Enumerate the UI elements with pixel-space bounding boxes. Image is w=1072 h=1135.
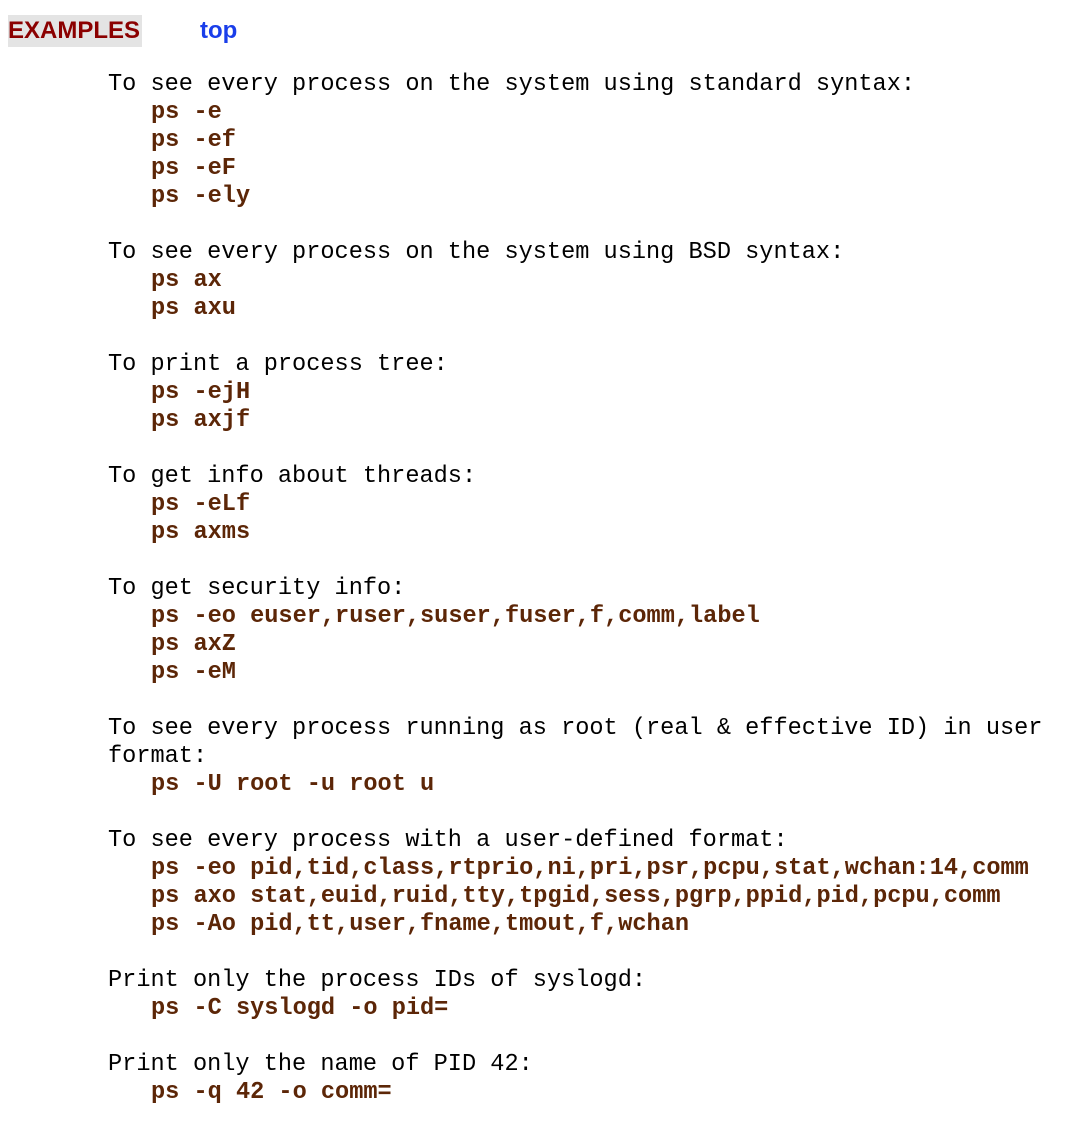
example-description: To see every process on the system using BSD syntax: (108, 239, 845, 266)
command-line: ps -eo pid,tid,class,rtprio,ni,pri,psr,pcpu,stat,wchan:14,comm (151, 855, 1029, 882)
example-description: To get security info: (108, 575, 406, 602)
command-line: ps -Ao pid,tt,user,fname,tmout,f,wchan (151, 911, 690, 938)
example-description: To print a process tree: (108, 351, 448, 378)
command-line: ps axo stat,euid,ruid,tty,tpgid,sess,pgrp,ppid,pid,pcpu,comm (151, 883, 1001, 910)
example-block (108, 575, 1068, 687)
command-line: ps axZ (151, 631, 236, 658)
example-block (108, 351, 1068, 435)
example-description: To see every process with a user-defined format: (108, 827, 788, 854)
command-line: ps -U root -u root u (151, 771, 435, 798)
section-title: EXAMPLES (8, 15, 142, 47)
example-description: To see every process on the system using standard syntax: (108, 71, 916, 98)
command-line: ps -C syslogd -o pid= (151, 995, 449, 1022)
example-description: Print only the name of PID 42: (108, 1051, 533, 1078)
command-line: ps -ejH (151, 379, 251, 406)
command-line: ps -e (151, 99, 222, 126)
example-description: Print only the process IDs of syslogd: (108, 967, 647, 994)
command-line: ps axms (151, 519, 251, 546)
command-line: ps -ef (151, 127, 236, 154)
command-line: ps axu (151, 295, 236, 322)
command-line: ps -q 42 -o comm= (151, 1079, 392, 1106)
command-line: ps -eLf (151, 491, 251, 518)
example-block (108, 463, 1068, 547)
example-block (108, 827, 1068, 939)
example-block (108, 239, 1068, 323)
example-block (108, 1051, 1068, 1107)
command-line: ps -eo euser,ruser,suser,fuser,f,comm,label (151, 603, 760, 630)
section-header (8, 14, 237, 48)
example-description: To get info about threads: (108, 463, 477, 490)
command-line: ps axjf (151, 407, 251, 434)
examples-content (108, 71, 1068, 1135)
command-line: ps ax (151, 267, 222, 294)
command-line: ps -eM (151, 659, 236, 686)
top-link[interactable]: top (200, 17, 238, 44)
example-block (108, 715, 1068, 799)
example-block (108, 967, 1068, 1023)
example-block (108, 71, 1068, 211)
example-description: To see every process running as root (real & effective ID) in user format: (108, 715, 1043, 770)
command-line: ps -eF (151, 155, 236, 182)
command-line: ps -ely (151, 183, 251, 210)
